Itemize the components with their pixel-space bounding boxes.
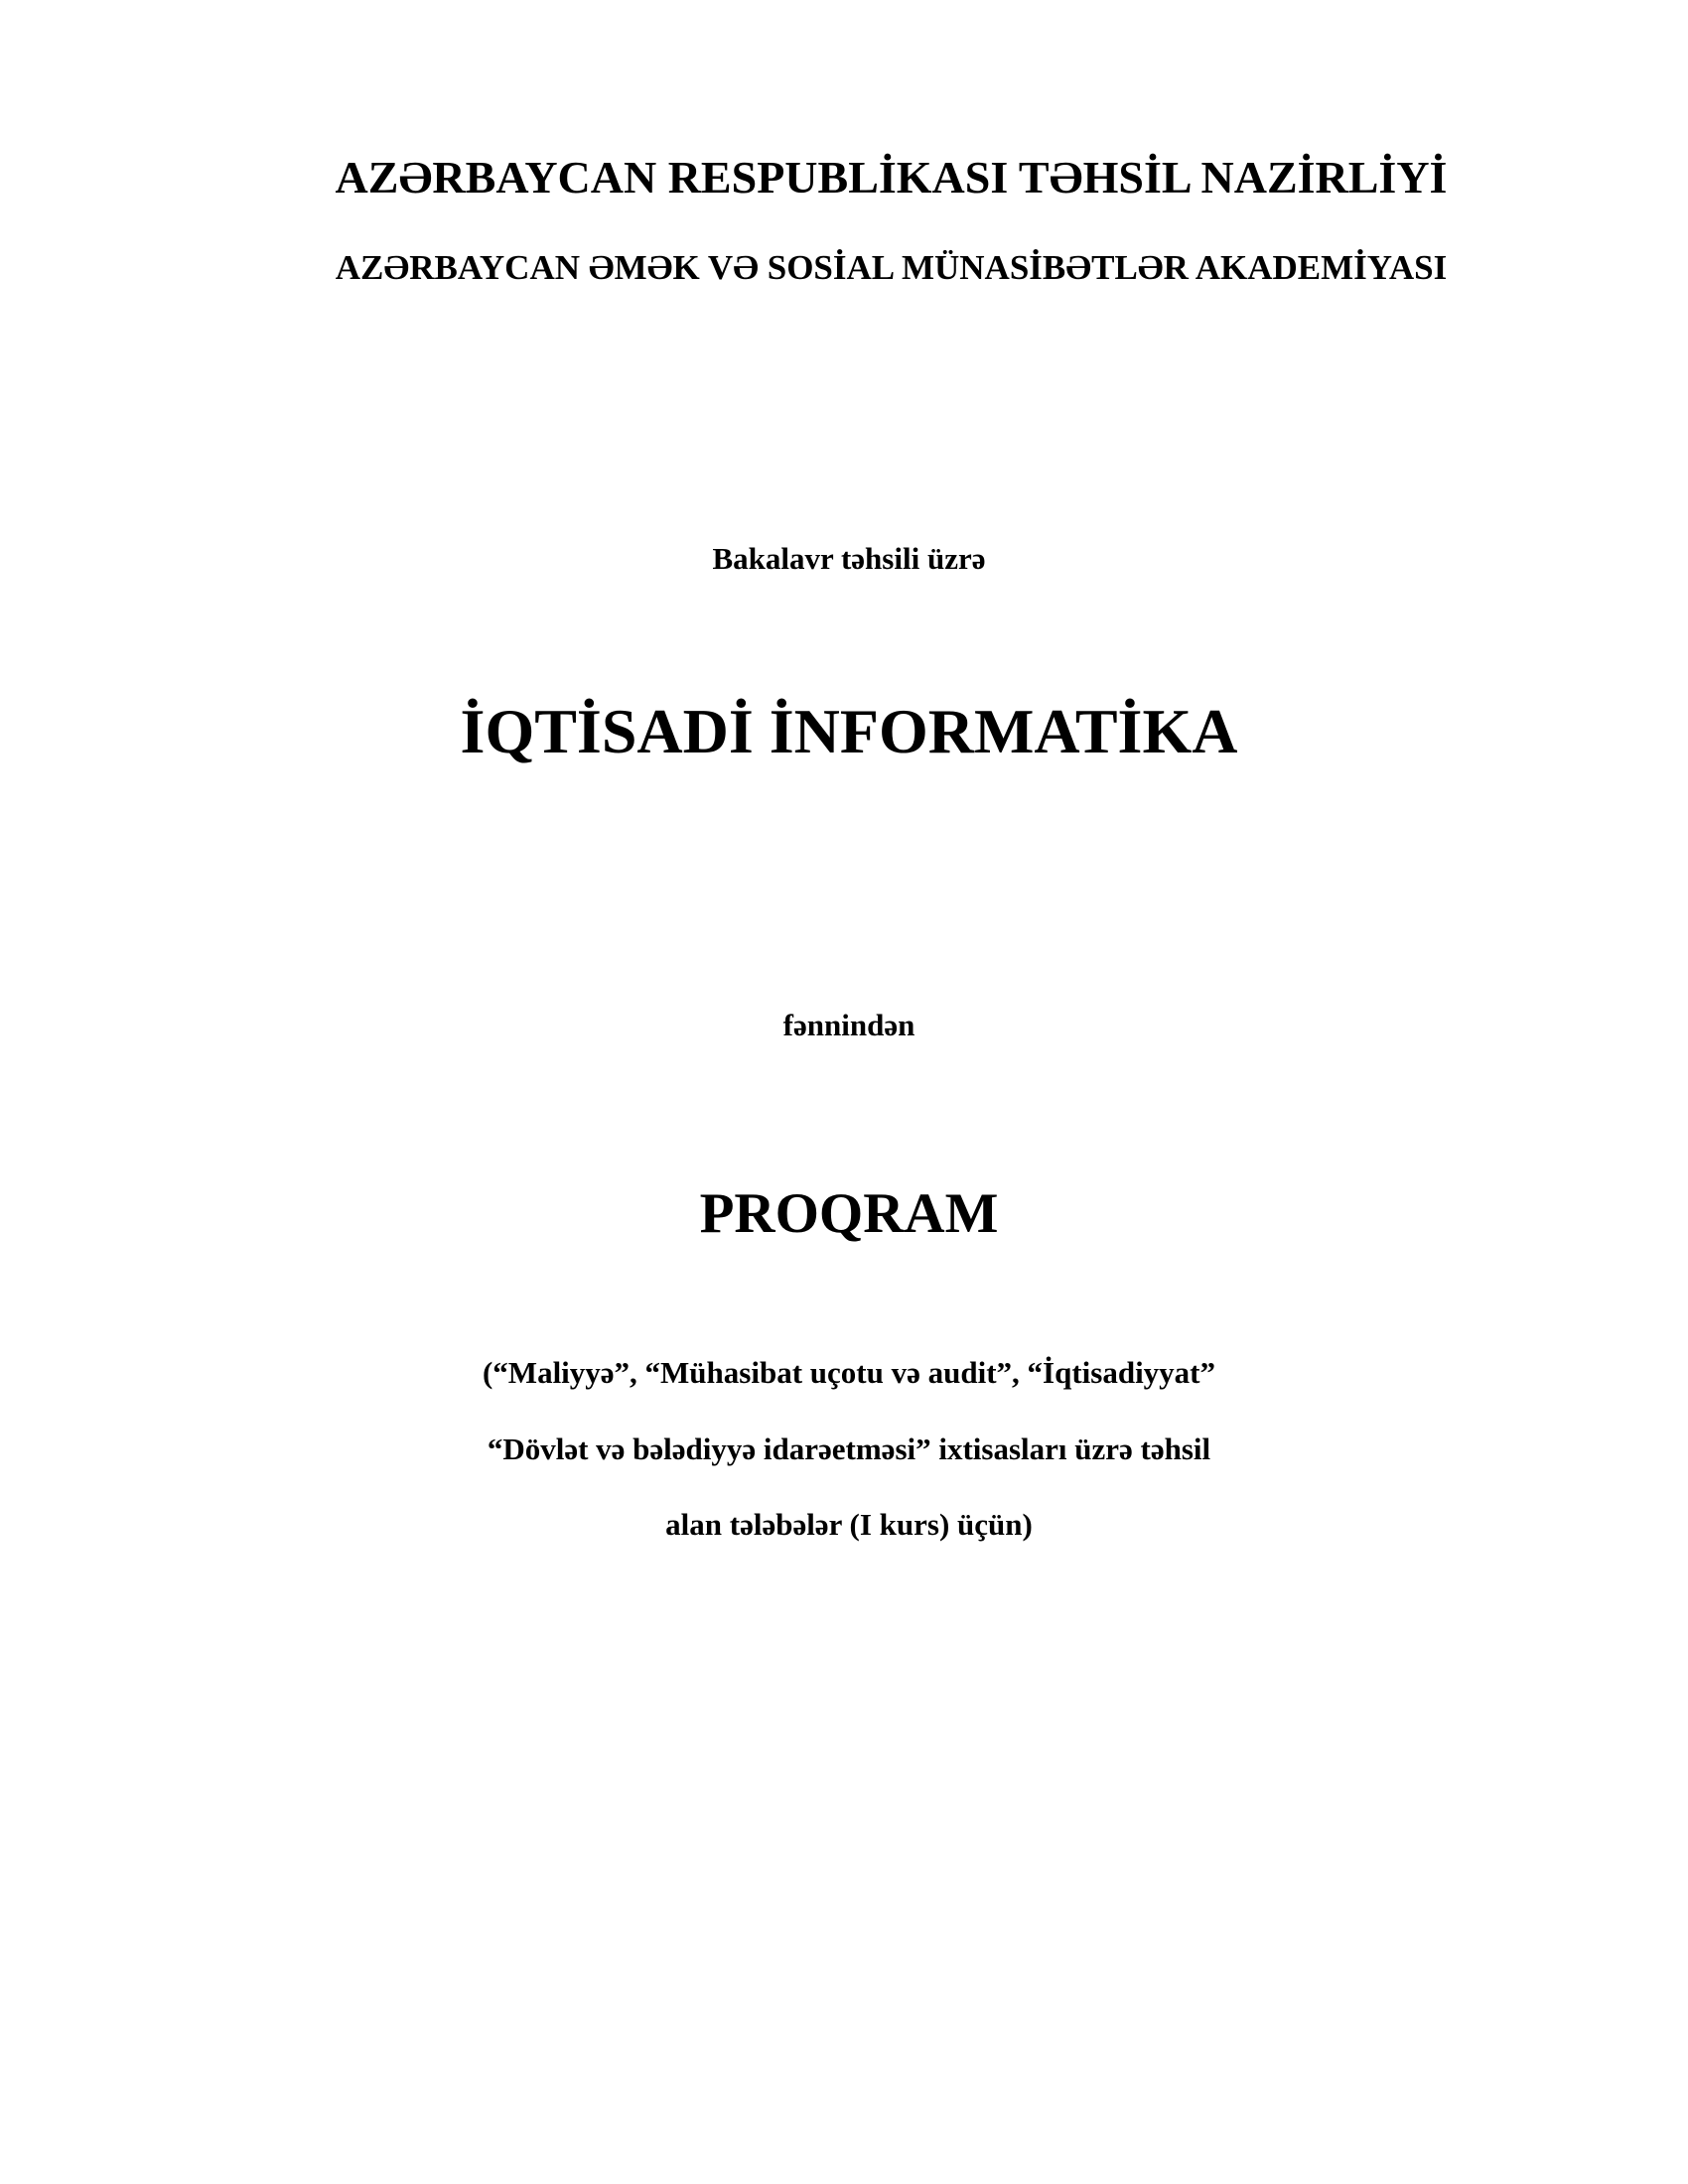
document-type: PROQRAM xyxy=(699,1182,999,1245)
subject-title: İQTİSADİ İNFORMATİKA xyxy=(460,696,1238,766)
ministry-heading: AZƏRBAYCAN RESPUBLİKASI TƏHSİL NAZİRLİYİ xyxy=(335,152,1448,203)
audience-line-2: “Dövlət və bələdiyyə idarəetməsi” ixtisasları üzrə təhsil xyxy=(487,1432,1211,1466)
subject-suffix: fənnindən xyxy=(782,1008,915,1042)
academy-heading: AZƏRBAYCAN ƏMƏK VƏ SOSİAL MÜNASİBƏTLƏR AKADEMİYASI xyxy=(335,248,1448,287)
audience-line-1: (“Maliyyə”, “Mühasibat uçotu və audit”, “İqtisadiyyat” xyxy=(482,1355,1216,1390)
education-level: Bakalavr təhsili üzrə xyxy=(712,541,986,576)
audience-line-3: alan tələbələr (I kurs) üçün) xyxy=(665,1507,1033,1542)
